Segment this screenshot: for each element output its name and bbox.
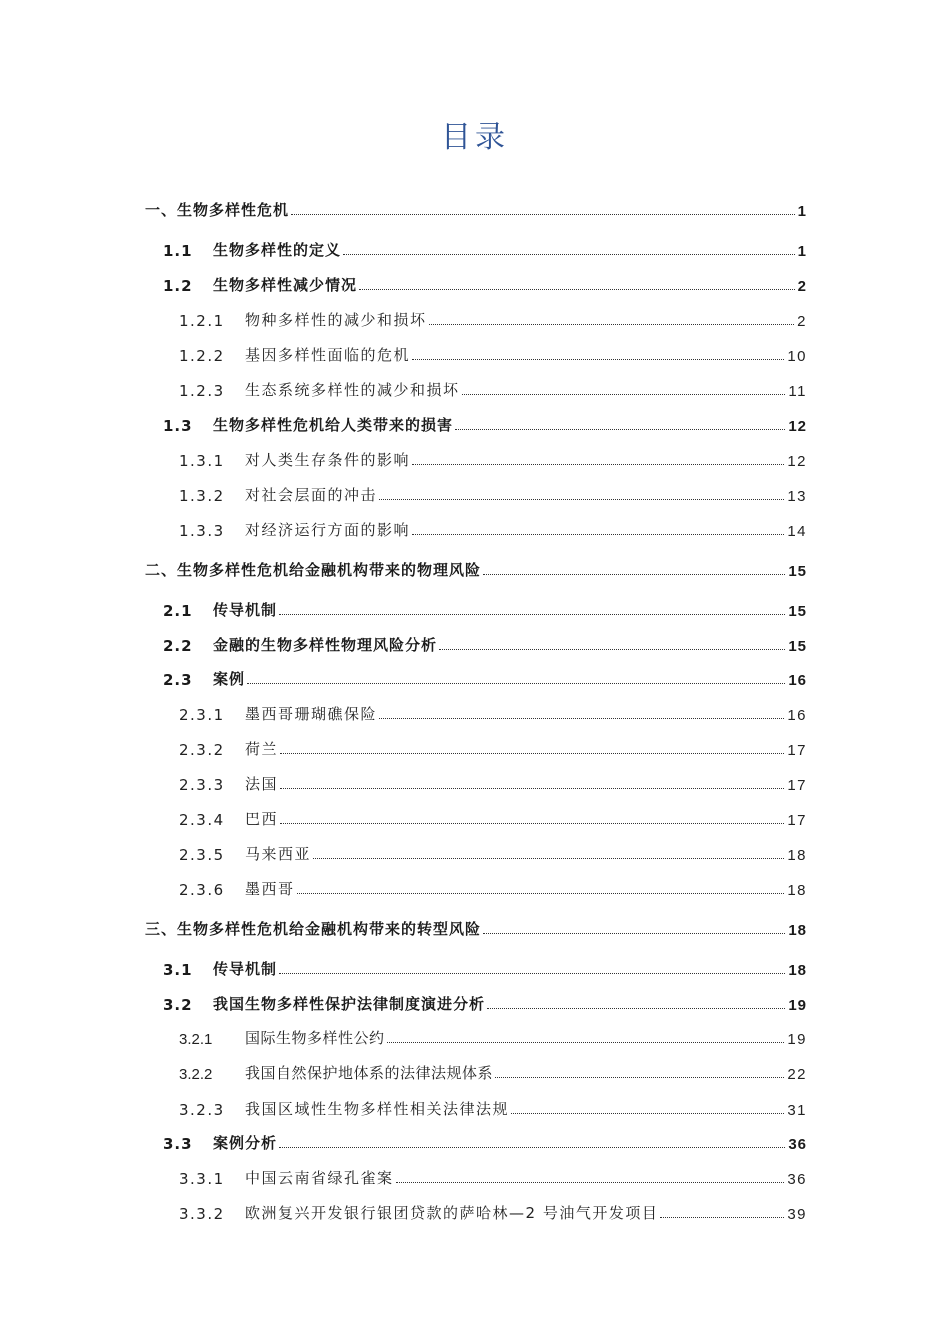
toc-entry-title: 生物多样性危机给金融机构带来的物理风险 — [177, 561, 482, 579]
toc-entry[interactable] — [145, 516, 807, 540]
toc-entry-title: 欧洲复兴开发银行银团贷款的萨哈林—2 号油气开发项目 — [245, 1204, 659, 1222]
toc-entry-page: 19 — [788, 997, 807, 1014]
toc-entry[interactable] — [145, 1129, 807, 1153]
toc-entry-page: 2 — [797, 313, 807, 330]
dot-leader — [429, 324, 795, 325]
toc-entry-number: 3.2.2 — [179, 1066, 213, 1083]
toc-entry-title: 对社会层面的冲击 — [245, 486, 378, 504]
dot-leader — [511, 1113, 784, 1114]
toc-entry-title: 对经济运行方面的影响 — [245, 521, 411, 539]
toc-entry-number: 2.3.1 — [179, 706, 225, 724]
toc-entry-title: 物种多样性的减少和损坏 — [245, 311, 427, 329]
toc-entry-page: 15 — [788, 563, 807, 580]
toc-entry-number: 2.3.5 — [179, 846, 225, 864]
toc-entry[interactable] — [145, 481, 807, 505]
toc-entry[interactable] — [145, 556, 807, 580]
toc-entry-number: 3.3.2 — [179, 1205, 225, 1223]
toc-entry[interactable] — [145, 236, 807, 260]
toc-entry-number: 2.3.3 — [179, 776, 225, 794]
dot-leader — [280, 753, 784, 754]
toc-entry[interactable] — [145, 770, 807, 794]
toc-entry-number: 3.1 — [163, 961, 193, 979]
dot-leader — [313, 858, 784, 859]
toc-entry-page: 17 — [787, 812, 807, 829]
toc-entry-page: 36 — [788, 1136, 807, 1153]
toc-entry-title: 法国 — [245, 775, 279, 793]
toc-entry-page: 19 — [787, 1031, 807, 1048]
dot-leader — [462, 394, 786, 395]
toc-entry[interactable] — [145, 915, 807, 939]
toc-entry-page: 2 — [797, 278, 807, 295]
toc-entry-number: 1.3.1 — [179, 452, 225, 470]
dot-leader — [412, 464, 784, 465]
dot-leader — [280, 788, 784, 789]
toc-entry-number: 2.1 — [163, 602, 193, 620]
toc-entry[interactable] — [145, 1024, 807, 1048]
toc-entry-number: 1.2.1 — [179, 312, 225, 330]
toc-entry[interactable] — [145, 875, 807, 899]
toc-entry-number: 二、 — [145, 561, 178, 579]
toc-entry[interactable] — [145, 1199, 807, 1223]
toc-entry-title: 我国自然保护地体系的法律法规体系 — [245, 1065, 494, 1082]
toc-entry[interactable] — [145, 700, 807, 724]
toc-entry-title: 案例分析 — [213, 1134, 278, 1152]
toc-entry[interactable] — [145, 376, 807, 400]
toc-entry-number: 2.3.4 — [179, 811, 225, 829]
dot-leader — [387, 1042, 785, 1043]
toc-entry-number: 3.2 — [163, 996, 193, 1014]
dot-leader — [439, 649, 785, 650]
toc-entry-title: 金融的生物多样性物理风险分析 — [213, 636, 438, 654]
toc-entry-number: 2.3.2 — [179, 741, 225, 759]
toc-entry-title: 生物多样性危机给金融机构带来的转型风险 — [177, 920, 482, 938]
toc-entry-page: 15 — [788, 638, 807, 655]
toc-entry[interactable] — [145, 805, 807, 829]
toc-entry[interactable] — [145, 631, 807, 655]
toc-entry-title: 传导机制 — [213, 601, 278, 619]
toc-entry[interactable] — [145, 1095, 807, 1119]
toc-entry-number: 2.3.6 — [179, 881, 225, 899]
toc-entry[interactable] — [145, 196, 807, 220]
toc-entry-page: 17 — [787, 777, 807, 794]
toc-entry-number: 3.2.3 — [179, 1101, 225, 1119]
toc-entry-title: 案例 — [213, 670, 246, 688]
toc-entry-number: 3.2.1 — [179, 1031, 213, 1048]
toc-entry-page: 18 — [787, 882, 807, 899]
toc-entry[interactable] — [145, 271, 807, 295]
toc-entry-number: 1.2 — [163, 277, 193, 295]
toc-entry-number: 3.3.1 — [179, 1170, 225, 1188]
toc-entry-page: 16 — [788, 672, 807, 689]
dot-leader — [660, 1217, 784, 1218]
dot-leader — [279, 973, 785, 974]
toc-entry[interactable] — [145, 596, 807, 620]
toc-entry[interactable] — [145, 1059, 807, 1083]
toc-entry-number: 1.3 — [163, 417, 193, 435]
toc-entry-title: 荷兰 — [245, 740, 279, 758]
toc-entry-page: 12 — [787, 453, 807, 470]
toc-entry-title: 巴西 — [245, 810, 279, 828]
dot-leader — [396, 1182, 785, 1183]
toc-entry[interactable] — [145, 665, 807, 689]
toc-entry-title: 墨西哥 — [245, 880, 295, 898]
toc-entry-page: 31 — [787, 1102, 807, 1119]
toc-entry-number: 1.2.3 — [179, 382, 225, 400]
toc-entry[interactable] — [145, 446, 807, 470]
toc-entry-page: 1 — [797, 243, 807, 260]
toc-entry[interactable] — [145, 341, 807, 365]
toc-entry-page: 18 — [787, 847, 807, 864]
dot-leader — [359, 289, 795, 290]
toc-entry-page: 15 — [788, 603, 807, 620]
dot-leader — [412, 359, 784, 360]
toc-entry-page: 1 — [797, 203, 807, 220]
toc-entry-title: 生物多样性的定义 — [213, 241, 342, 259]
toc-entry-page: 17 — [787, 742, 807, 759]
dot-leader — [247, 683, 785, 684]
toc-entry-page: 16 — [787, 707, 807, 724]
dot-leader — [280, 823, 784, 824]
toc-entry-title: 国际生物多样性公约 — [245, 1030, 385, 1047]
toc-entry-title: 生态系统多样性的减少和损坏 — [245, 381, 460, 399]
toc-entry-title: 生物多样性危机给人类带来的损害 — [213, 416, 454, 434]
toc-entry-title: 中国云南省绿孔雀案 — [245, 1169, 394, 1187]
toc-entry-page: 22 — [787, 1066, 807, 1083]
toc-entry-page: 14 — [787, 523, 807, 540]
dot-leader — [455, 429, 785, 430]
dot-leader — [495, 1077, 784, 1078]
toc-entry[interactable] — [145, 306, 807, 330]
toc-entry-title: 对人类生存条件的影响 — [245, 451, 411, 469]
dot-leader — [279, 1147, 785, 1148]
dot-leader — [379, 499, 784, 500]
dot-leader — [291, 214, 795, 215]
dot-leader — [487, 1008, 785, 1009]
toc-entry[interactable] — [145, 840, 807, 864]
toc-entry-page: 13 — [787, 488, 807, 505]
toc-entry[interactable] — [145, 955, 807, 979]
toc-entry-title: 传导机制 — [213, 960, 278, 978]
toc-entry-page: 11 — [788, 383, 807, 400]
toc-entry-title: 基因多样性面临的危机 — [245, 346, 411, 364]
dot-leader — [412, 534, 784, 535]
dot-leader — [379, 718, 784, 719]
toc-entry-title: 生物多样性危机 — [177, 201, 290, 219]
toc-entry-number: 1.1 — [163, 242, 193, 260]
toc-entry[interactable] — [145, 735, 807, 759]
toc-entry-title: 墨西哥珊瑚礁保险 — [245, 705, 378, 723]
toc-entry-number: 一、 — [145, 201, 178, 219]
dot-leader — [483, 574, 785, 575]
dot-leader — [343, 254, 795, 255]
toc-entry-page: 18 — [788, 962, 807, 979]
toc-entry-title: 生物多样性减少情况 — [213, 276, 358, 294]
toc-entry-page: 12 — [788, 418, 807, 435]
toc-entry-page: 18 — [788, 922, 807, 939]
dot-leader — [279, 614, 785, 615]
toc-entry[interactable] — [145, 411, 807, 435]
toc-entry-number: 2.2 — [163, 637, 193, 655]
toc-entry-page: 10 — [787, 348, 807, 365]
toc-entry-number: 2.3 — [163, 671, 193, 689]
toc-entry-title: 我国生物多样性保护法律制度演进分析 — [213, 995, 486, 1013]
toc-entry-page: 36 — [787, 1171, 807, 1188]
toc-entry[interactable] — [145, 1164, 807, 1188]
toc-entry-number: 三、 — [145, 920, 178, 938]
toc-entry-number: 1.3.2 — [179, 487, 225, 505]
toc-entry[interactable] — [145, 990, 807, 1014]
dot-leader — [297, 893, 785, 894]
toc-entry-number: 3.3 — [163, 1135, 193, 1153]
toc-entry-title: 我国区域性生物多样性相关法律法规 — [245, 1100, 510, 1118]
toc-entry-title: 马来西亚 — [245, 845, 312, 863]
toc-entry-page: 39 — [787, 1206, 807, 1223]
page-title: 目录 — [441, 120, 509, 155]
dot-leader — [483, 933, 785, 934]
toc-entry-number: 1.2.2 — [179, 347, 225, 365]
toc-entry-number: 1.3.3 — [179, 522, 225, 540]
